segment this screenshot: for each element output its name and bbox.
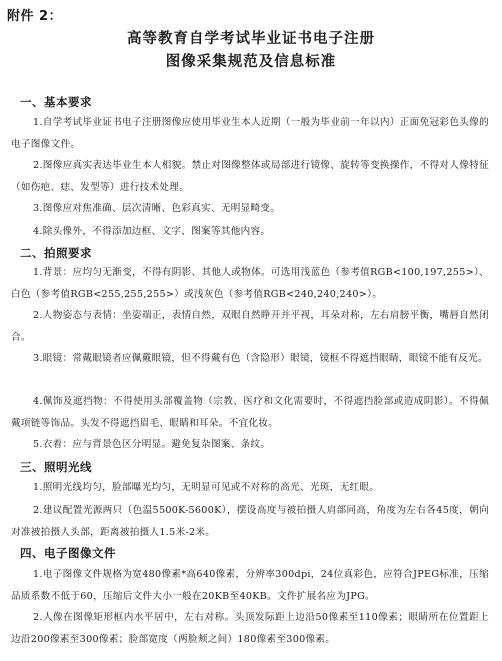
document-title-line1: 高等教育自学考试毕业证书电子注册 — [127, 31, 375, 47]
paragraph-basic-3: 3.图像应对焦准确、层次清晰、色彩真实、无明显畸变。 — [33, 203, 281, 214]
section-heading-lighting: 三、照明光线 — [20, 460, 92, 474]
paragraph-photo-1: 1.背景：应均匀无渐变，不得有阴影、其他人或物体。可选用浅蓝色（参考值RGB<100,197,255>）、白色（参考值RGB<255,255,255>）或浅灰色（参考值RGB<240,240,240>）。 — [11, 267, 489, 300]
document-title-line2: 图像采集规范及信息标准 — [165, 54, 337, 70]
attachment-label: 附件 2： — [7, 9, 63, 24]
paragraph-basic-2: 2.图像应真实表达毕业生本人相貌。禁止对图像整体或局部进行镜像、旋转等变换操作，不得对人像特征（如伤疤、痣、发型等）进行技术处理。 — [11, 160, 489, 193]
paragraph-image-file-2: 2.人像在图像矩形框内水平居中，左右对称。头顶发际距上边沿50像素至110像素；眼睛所在位置距上边沿200像素至300像素；脸部宽度（两脸颊之间）180像素至300像素。 — [11, 612, 489, 645]
paragraph-basic-4: 4.除头像外，不得添加边框、文字、图案等其他内容。 — [33, 226, 271, 237]
paragraph-photo-3: 3.眼镜：常戴眼镜者应佩戴眼镜，但不得戴有色（含隐形）眼镜，镜框不得遮挡眼睛，眼镜不能有反光。 — [33, 353, 488, 364]
section-heading-image-file: 四、电子图像文件 — [20, 546, 116, 560]
paragraph-photo-2: 2.人物姿态与表情：坐姿端正，表情自然，双眼自然睁开并平视，耳朵对称，左右肩膀平衡，嘴唇自然闭合。 — [11, 310, 489, 343]
paragraph-image-file-1: 1.电子图像文件规格为宽480像素*高640像素，分辨率300dpi，24位真彩色，应符合JPEG标准，压缩品质系数不低于60，压缩后文件大小一般在20KB至40KB。文件扩展名应为JPG。 — [11, 569, 489, 602]
paragraph-lighting-1: 1.照明光线均匀，脸部曝光均匀，无明显可见或不对称的高光、光斑，无红眼。 — [33, 482, 380, 493]
section-heading-basic-requirements: 一、基本要求 — [20, 95, 92, 109]
paragraph-basic-1: 1.自学考试毕业证书电子注册图像应使用毕业生本人近期（一般为毕业前一年以内）正面免冠彩色头像的电子图像文件。 — [11, 117, 489, 150]
paragraph-photo-5: 5.衣着：应与背景色区分明显。避免复杂图案、条纹。 — [33, 439, 271, 450]
section-heading-photo-requirements: 二、拍照要求 — [20, 246, 92, 260]
paragraph-photo-4: 4.佩饰及遮挡物：不得使用头部覆盖物（宗教、医疗和文化需要时，不得遮挡脸部或造成阴影）。不得佩戴项链等饰品。头发不得遮挡眉毛、眼睛和耳朵。不宜化妆。 — [11, 396, 489, 429]
paragraph-lighting-2: 2.建议配置光源两只（色温5500K-5600K），摆设高度与被拍摄人肩部同高，角度为左右各45度，朝向对准被拍摄人头部，距离被拍摄人1.5米-2米。 — [11, 505, 489, 538]
